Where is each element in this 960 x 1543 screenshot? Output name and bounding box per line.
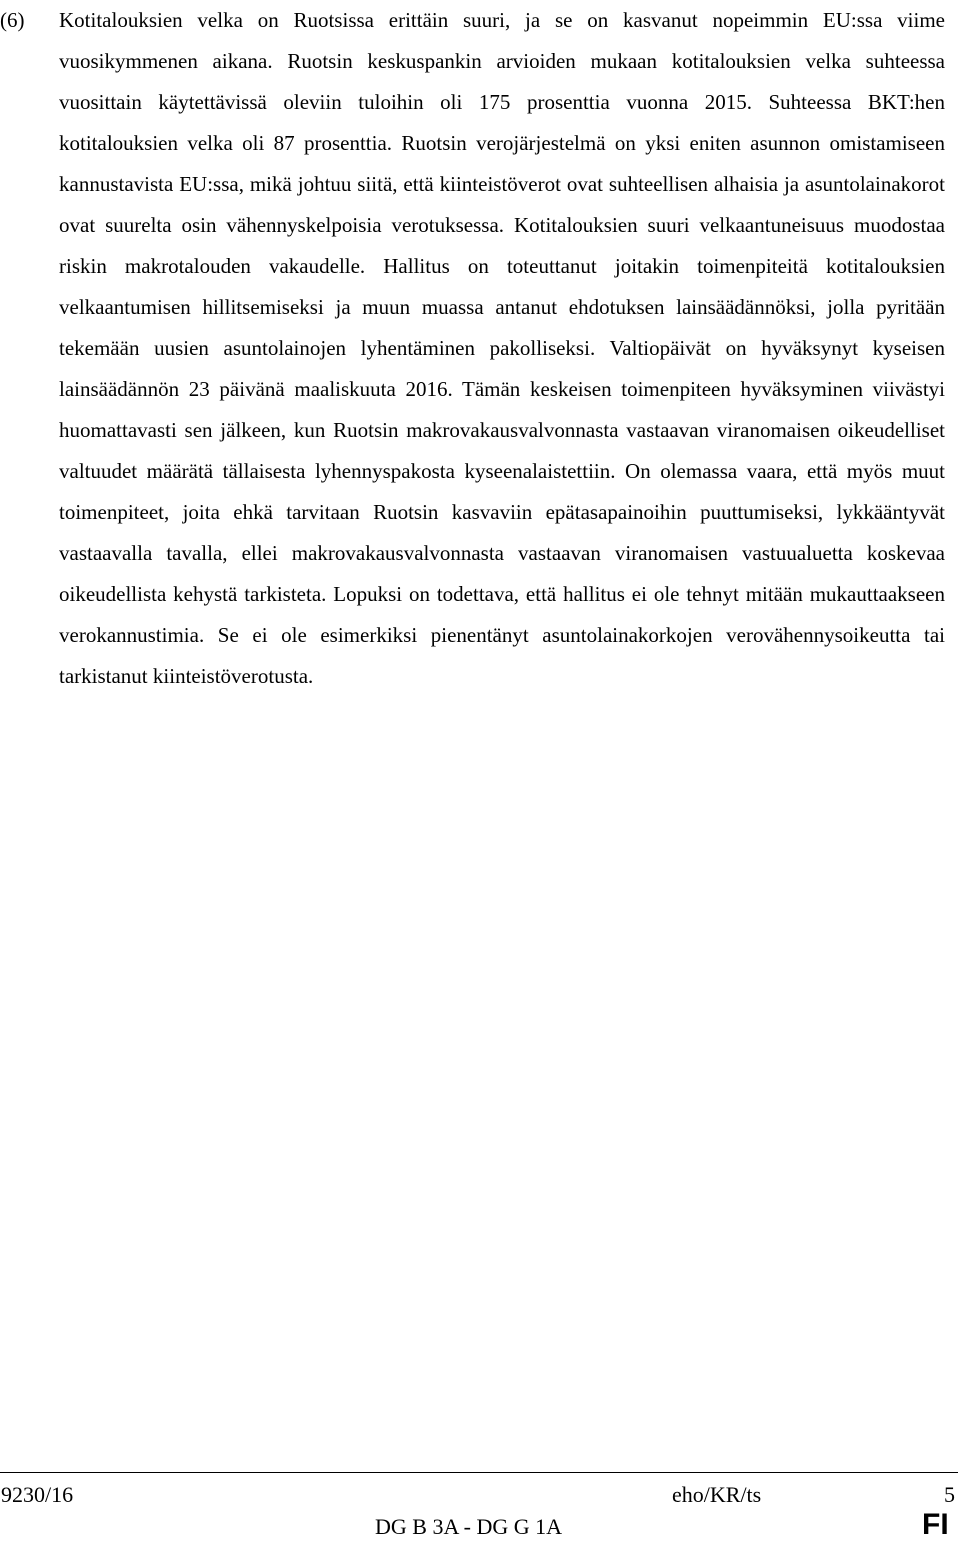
author-codes: eho/KR/ts bbox=[672, 1482, 762, 1507]
footer-divider bbox=[0, 1472, 958, 1473]
paragraph-number: (6) bbox=[0, 8, 25, 32]
language-code: FI bbox=[922, 1508, 949, 1541]
paragraph-6 bbox=[0, 0, 945, 697]
document-reference: 9230/16 bbox=[1, 1482, 74, 1507]
directorate-codes: DG B 3A - DG G 1A bbox=[375, 1514, 562, 1539]
paragraph-text: Kotitalouksien velka on Ruotsissa erittäin suuri, ja se on kasvanut nopeimmin EU:ssa viime vuosikymmenen aikana. Ruotsin keskuspankin arvioiden mukaan kotitalouksien velka suhteessa vuosittain käytettävissä oleviin tuloihin oli 175 prosenttia vuonna 2015. Suhteessa BKT:hen kotitalouksien velka oli 87 prosenttia. Ruotsin verojärjestelmä on yksi eniten asunnon omistamiseen kannustavista EU:ssa, mikä johtuu siitä, että kiinteistöverot ovat suhteellisen alhaisia ja asuntolainakorot ovat suurelta osin vähennyskelpoisia verotuksessa. Kotitalouksien suuri velkaantuneisuus muodostaa riskin makrotalouden vakaudelle. Hallitus on toteuttanut joitakin toimenpiteitä kotitalouksien velkaantumisen hillitsemiseksi ja muun muassa antanut ehdotuksen lainsäädännöksi, jolla pyritään tekemään uusien asuntolainojen lyhentäminen pakolliseksi. Valtiopäivät on hyväksynyt kyseisen lainsäädännön 23 päivänä maaliskuuta 2016. Tämän keskeisen toimenpiteen hyväksyminen viivästyi huomattavasti sen jälkeen, kun Ruotsin makrovakausvalvonnasta vastaavan viranomaisen oikeudelliset valtuudet määrätä tällaisesta lyhennyspakosta kyseenalaistettiin. On olemassa vaara, että myös muut toimenpiteet, joita ehkä tarvitaan Ruotsin kasvaviin epätasapainoihin puuttumiseksi, lykkääntyvät vastaavalla tavalla, ellei makrovakausvalvonnasta vastaavan viranomaisen vastuualuetta koskevaa oikeudellista kehystä tarkisteta. Lopuksi on todettava, että hallitus ei ole tehnyt mitään mukauttaakseen verokannustimia. Se ei ole esimerkiksi pienentänyt asuntolainakorkojen verovähennysoikeutta tai tarkistanut kiinteistöverotusta. bbox=[59, 8, 945, 688]
page-number: 5 bbox=[944, 1482, 955, 1507]
